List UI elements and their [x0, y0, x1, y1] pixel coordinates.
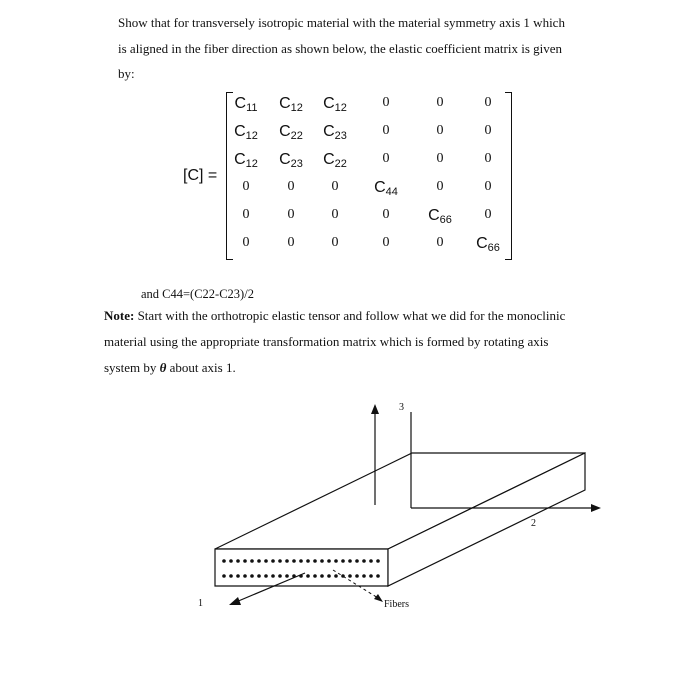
fiber-dot — [271, 559, 275, 563]
matrix-cell-subscript: 66 — [487, 242, 500, 254]
fiber-dot — [222, 574, 226, 578]
matrix-cell-subscript: 23 — [290, 158, 303, 170]
matrix-cell-subscript: 12 — [290, 102, 303, 114]
fiber-dot — [306, 574, 310, 578]
fiber-dot — [236, 559, 240, 563]
fiber-dot — [376, 574, 380, 578]
fiber-dot — [320, 559, 324, 563]
fiber-dot — [229, 574, 233, 578]
matrix-cell-base: 0 — [484, 123, 492, 138]
matrix-cell-base: 0 — [331, 207, 339, 222]
matrix-cell-base: C — [234, 123, 246, 140]
matrix-cell-base: 0 — [436, 235, 444, 250]
matrix-cell-base: 0 — [287, 207, 295, 222]
note-line-3-pre: system by — [104, 360, 160, 375]
matrix-label: [C] = — [183, 167, 218, 184]
matrix-cell-base: C — [279, 123, 291, 140]
axis-3-arrowhead — [371, 404, 379, 414]
note-label: Note: — [104, 308, 135, 323]
fiber-dot — [362, 574, 366, 578]
fiber-dot — [376, 559, 380, 563]
matrix-cell-base: C — [234, 95, 247, 112]
fiber-dot — [278, 559, 282, 563]
fiber-dot — [341, 559, 345, 563]
fiber-dot — [334, 559, 338, 563]
matrix-cell-base: 0 — [287, 235, 295, 250]
fiber-dot — [278, 574, 282, 578]
matrix-cell-base: C — [323, 95, 335, 112]
fiber-dot — [348, 574, 352, 578]
matrix-cell-base: C — [374, 179, 386, 196]
fiber-dot — [229, 559, 233, 563]
fibers-label: Fibers — [384, 599, 409, 610]
matrix-cell-base: 0 — [242, 235, 250, 250]
fiber-dot — [271, 574, 275, 578]
fiber-dot — [243, 574, 247, 578]
fiber-dot — [313, 574, 317, 578]
c44-condition: and C44=(C22-C23)/2 — [141, 287, 254, 301]
fibers-pointer-arrowhead — [374, 594, 383, 602]
matrix-cell-base: 0 — [484, 207, 492, 222]
intro-line-1: Show that for transversely isotropic material with the material symmetry axis 1 which — [118, 15, 565, 30]
fiber-dot — [257, 559, 261, 563]
matrix-cell-subscript: 12 — [334, 102, 347, 114]
axis-2-arrowhead — [591, 504, 601, 512]
intro-line-2: is aligned in the fiber direction as shown below, the elastic coefficient matrix is given — [118, 40, 563, 56]
matrix-cell-base: 0 — [242, 179, 250, 194]
matrix-cell-base: 0 — [382, 123, 390, 138]
fiber-dot — [369, 574, 373, 578]
matrix-cell-base: 0 — [287, 179, 295, 194]
matrix-cell-base: 0 — [382, 95, 390, 110]
fiber-dot — [355, 559, 359, 563]
fiber-dot — [222, 559, 226, 563]
axis-3-label: 3 — [399, 402, 404, 413]
fiber-dot — [313, 559, 317, 563]
plate-front-face — [215, 549, 388, 586]
fiber-dot — [257, 574, 261, 578]
matrix-cell-base: C — [279, 95, 291, 112]
matrix-cell-base: 0 — [382, 151, 390, 166]
fiber-dot — [292, 559, 296, 563]
fiber-dot — [285, 559, 289, 563]
intro-line-3: by: — [118, 66, 135, 81]
fiber-dot — [320, 574, 324, 578]
matrix-cell-base: 0 — [436, 123, 444, 138]
matrix-cell-base: 0 — [382, 235, 390, 250]
matrix-cell-base: 0 — [484, 179, 492, 194]
fiber-dot — [243, 559, 247, 563]
matrix-cell-base: 0 — [484, 151, 492, 166]
fiber-dot — [264, 574, 268, 578]
fiber-dot — [348, 559, 352, 563]
note-line-1: Start with the orthotropic elastic tensor and follow what we did for the monoclinic — [134, 308, 566, 323]
fiber-dot — [250, 574, 254, 578]
fiber-dot — [334, 574, 338, 578]
note-line-3-post: about axis 1. — [166, 360, 236, 375]
matrix-cell-subscript: 66 — [439, 214, 452, 226]
matrix-cell-base: 0 — [382, 207, 390, 222]
matrix-cell-base: C — [234, 151, 246, 168]
fiber-dot — [299, 559, 303, 563]
fiber-dot — [362, 559, 366, 563]
matrix-cell-subscript: 12 — [245, 158, 258, 170]
fiber-dot — [264, 559, 268, 563]
matrix-cell-base: 0 — [331, 235, 339, 250]
matrix-cell-subscript: 12 — [245, 130, 258, 142]
note-line-2: material using the appropriate transformation matrix which is formed by rotating axis — [104, 334, 549, 349]
matrix-cell-base: C — [476, 235, 488, 252]
fiber-dot — [327, 574, 331, 578]
fiber-dot — [285, 574, 289, 578]
axis-1-label: 1 — [198, 598, 203, 609]
matrix-cell-subscript: 23 — [334, 130, 347, 142]
axis-2-label: 2 — [531, 518, 536, 529]
matrix-cell-base: C — [323, 151, 335, 168]
fiber-dot — [355, 574, 359, 578]
matrix-cell-subscript: 22 — [290, 130, 303, 142]
matrix-cell-base: C — [279, 151, 291, 168]
matrix-cell-subscript: 11 — [246, 102, 258, 114]
theta-symbol: θ — [159, 360, 167, 375]
fiber-dot — [327, 559, 331, 563]
axis-1-arrowhead — [229, 597, 241, 605]
matrix-cell-base: C — [323, 123, 335, 140]
fiber-dot — [306, 559, 310, 563]
fiber-dot — [250, 559, 254, 563]
fiber-dot — [236, 574, 240, 578]
matrix-cell-base: 0 — [436, 95, 444, 110]
matrix-cell-subscript: 44 — [385, 186, 398, 198]
matrix-cell-base: C — [428, 207, 440, 224]
matrix-cell-base: 0 — [436, 151, 444, 166]
matrix-cell-base: 0 — [242, 207, 250, 222]
fiber-dot — [369, 559, 373, 563]
matrix-cell-base: 0 — [484, 95, 492, 110]
matrix-cell-base: 0 — [331, 179, 339, 194]
matrix-cell-base: 0 — [436, 179, 444, 194]
matrix-cell-subscript: 22 — [334, 158, 347, 170]
